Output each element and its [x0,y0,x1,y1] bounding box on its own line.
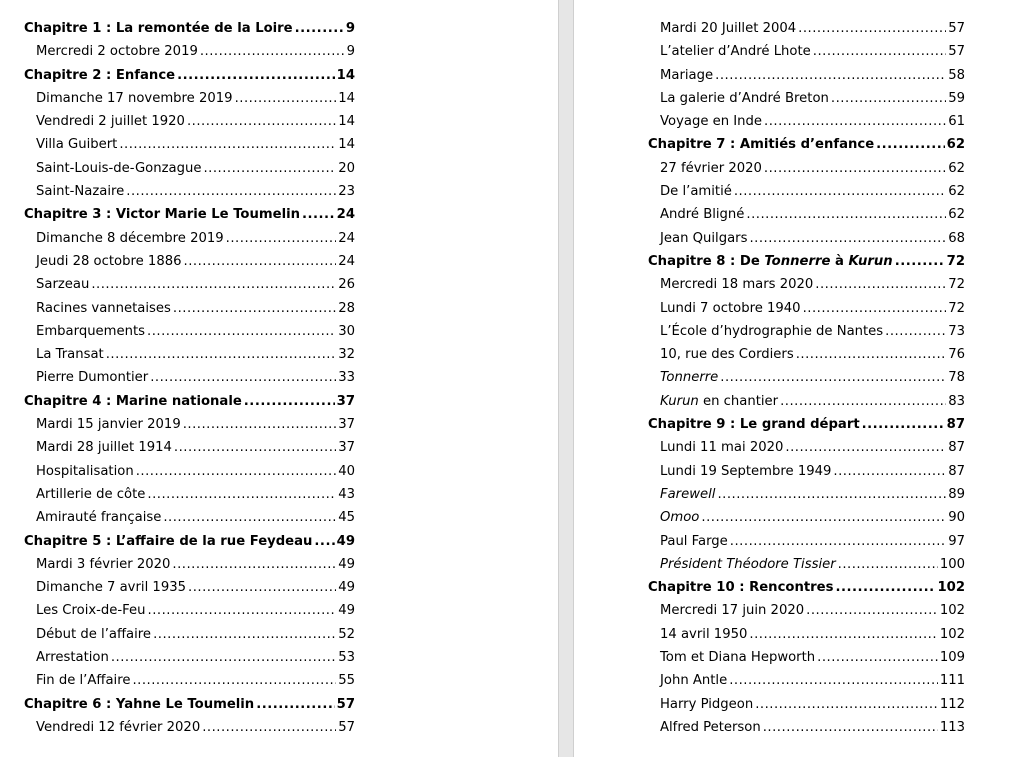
toc-chapter-entry[interactable] [648,133,965,156]
toc-section-entry[interactable] [648,227,965,250]
toc-section-entry[interactable] [24,436,355,459]
toc-section-entry[interactable] [648,669,965,692]
toc-dot-leader [132,669,336,692]
toc-page-number: 89 [948,486,965,502]
toc-entry-title: Pierre Dumontier [36,370,149,386]
toc-entry-title: André Bligné [660,207,745,223]
toc-entry-title: Chapitre 9 : Le grand départ [648,417,860,433]
toc-page-number: 14 [338,137,355,153]
toc-page-number: 111 [939,673,965,689]
toc-page-number: 30 [338,323,355,339]
toc-entry-title: La Transat [36,347,104,363]
toc-entry-title-part: Omoo [660,510,700,526]
toc-dot-leader [235,87,337,110]
toc-section-entry[interactable] [24,623,355,646]
toc-section-entry[interactable] [648,273,965,296]
toc-section-entry[interactable] [648,203,965,226]
toc-entry-title: L’École d’hydrographie de Nantes [660,323,884,339]
toc-page-number: 26 [338,277,355,293]
toc-dot-leader [734,180,946,203]
toc-entry-title-part: en chantier [698,393,779,409]
toc-page-number: 61 [948,114,965,130]
toc-dot-leader [833,460,946,483]
toc-dot-leader [177,64,335,87]
toc-entry-title: Mardi 15 janvier 2019 [36,417,181,433]
toc-entry-title: Chapitre 3 : Victor Marie Le Toumelin [24,207,300,223]
toc-entry-title: Dimanche 8 décembre 2019 [36,230,224,246]
toc-dot-leader [717,483,946,506]
toc-dot-leader [203,157,336,180]
toc-page-number: 72 [948,300,965,316]
page-gutter [558,0,574,757]
toc-entry-title: Embarquements [36,323,146,339]
toc-dot-leader [256,693,334,716]
toc-dot-leader [111,646,336,669]
toc-section-entry[interactable] [648,693,965,716]
toc-entry-title: Mercredi 17 juin 2020 [660,603,805,619]
toc-section-entry[interactable] [24,460,355,483]
toc-section-entry[interactable] [648,553,965,576]
toc-section-entry[interactable] [648,320,965,343]
toc-section-entry[interactable] [648,180,965,203]
toc-page-number: 68 [948,230,965,246]
toc-dot-leader [838,553,938,576]
toc-page-number: 62 [948,160,965,176]
toc-entry-title: Mardi 20 Juillet 2004 [660,21,797,36]
toc-page-number: 62 [948,207,965,223]
toc-dot-leader [803,297,947,320]
toc-page-number: 109 [939,650,965,666]
toc-dot-leader [730,530,946,553]
toc-page-number: 87 [946,417,965,433]
toc-section-entry[interactable] [24,483,355,506]
toc-chapter-entry[interactable] [24,17,355,40]
toc-dot-leader [183,413,337,436]
toc-entry-title: Sarzeau [36,277,90,293]
toc-page-number: 55 [338,673,355,689]
toc-page-number: 14 [336,67,355,83]
toc-section-entry[interactable] [24,87,355,110]
toc-entry-title [660,483,715,506]
toc-page-number: 112 [939,696,965,712]
toc-entry-title: John Antle [660,673,728,689]
toc-page-number: 20 [338,160,355,176]
toc-entry-title: Jeudi 28 octobre 1886 [36,253,182,269]
toc-page-number: 58 [948,67,965,83]
toc-page-number: 57 [336,696,355,712]
toc-entry-title: 10, rue des Cordiers [660,347,794,363]
toc-section-entry[interactable] [648,64,965,87]
toc-section-entry[interactable] [648,297,965,320]
toc-page-number: 32 [338,347,355,363]
toc-entry-title: Tom et Diana Hepworth [660,650,816,666]
toc-page-number: 37 [338,417,355,433]
toc-chapter-entry[interactable] [24,64,355,87]
toc-dot-leader [153,623,336,646]
toc-dot-leader [749,623,937,646]
toc-page-number: 23 [338,184,355,200]
right-page [574,0,1024,757]
toc-entry-title-part: Président Théodore Tissier [660,556,836,572]
toc-entry-title: Vendredi 2 juillet 1920 [36,114,185,130]
toc-dot-leader [764,110,946,133]
toc-page-number: 9 [346,44,355,60]
toc-dot-leader [147,320,336,343]
toc-page-number: 72 [948,277,965,293]
toc-dot-leader [785,436,946,459]
toc-page-number: 57 [948,44,965,60]
toc-dot-leader [173,297,336,320]
toc-dot-leader [184,250,337,273]
toc-page-number: 102 [937,580,965,596]
toc-page-number: 76 [948,347,965,363]
toc-page-number: 57 [948,21,965,36]
toc-entry-title: Chapitre 5 : L’affaire de la rue Feydeau [24,533,313,549]
toc-dot-leader [885,320,946,343]
toc-page-number: 78 [948,370,965,386]
toc-page-number: 57 [338,719,355,735]
toc-entry-title: Lundi 7 octobre 1940 [660,300,801,316]
toc-dot-leader [126,180,336,203]
toc-section-entry[interactable] [24,320,355,343]
toc-dot-leader [749,227,946,250]
toc-entry-title [660,366,718,389]
toc-entry-title: Saint-Nazaire [36,184,125,200]
toc-dot-leader [764,157,946,180]
toc-dot-leader [200,40,345,63]
toc-entry-title [660,390,778,413]
toc-section-entry[interactable] [24,297,355,320]
toc-page-number: 49 [338,603,355,619]
toc-page-number: 40 [338,463,355,479]
toc-dot-leader [188,576,336,599]
toc-page-number: 72 [946,253,965,269]
toc-section-entry[interactable] [648,646,965,669]
toc-entry-title: Racines vannetaises [36,300,171,316]
toc-section-entry[interactable] [648,506,965,529]
toc-section-entry[interactable] [24,413,355,436]
toc-entry-title: Vendredi 12 février 2020 [36,719,201,735]
toc-page-number: 62 [946,137,965,153]
toc-dot-leader [106,343,336,366]
toc-page-number: 53 [338,650,355,666]
toc-section-entry[interactable] [648,530,965,553]
toc-entry-title: Paul Farge [660,533,728,549]
toc-entry-title: Début de l’affaire [36,626,152,642]
toc-page-number: 49 [336,533,355,549]
toc-page-number: 59 [948,90,965,106]
toc-section-entry[interactable] [24,646,355,669]
toc-entry-title: Lundi 19 Septembre 1949 [660,463,832,479]
toc-entry-title: Mercredi 2 octobre 2019 [36,44,198,60]
toc-entry-title: Chapitre 6 : Yahne Le Toumelin [24,696,255,712]
toc-entry-title: De l’amitié [660,184,732,200]
toc-section-entry[interactable] [648,483,965,506]
toc-page-number: 37 [338,440,355,456]
toc-entry-title: Chapitre 1 : La remontée de la Loire [24,21,293,36]
toc-page-number: 24 [338,230,355,246]
toc-entry-title-part: Kurun [660,393,699,409]
toc-entry-title-part: à [830,253,849,269]
toc-section-entry[interactable] [24,576,355,599]
toc-section-entry[interactable] [648,87,965,110]
toc-section-entry[interactable] [24,506,355,529]
toc-chapter-entry[interactable] [24,203,355,226]
toc-page-number: 100 [939,556,965,572]
toc-page-number: 90 [948,510,965,526]
toc-entry-title-part: Tonnerre [660,370,719,386]
toc-entry-title: Mercredi 18 mars 2020 [660,277,814,293]
toc-entry-title: Jean Quilgars [660,230,748,246]
toc-dot-leader [746,203,946,226]
toc-dot-leader [798,17,946,40]
toc-dot-leader [815,273,946,296]
toc-section-entry[interactable] [24,40,355,63]
toc-page-number: 87 [948,440,965,456]
toc-entry-title: Chapitre 7 : Amitiés d’enfance [648,137,875,153]
toc-section-entry[interactable] [24,273,355,296]
toc-entry-title: Mardi 3 février 2020 [36,556,171,572]
toc-entry-title: Chapitre 2 : Enfance [24,67,176,83]
toc-section-entry[interactable] [648,343,965,366]
toc-page-number: 87 [948,463,965,479]
toc-entry-title: Chapitre 10 : Rencontres [648,580,834,596]
toc-dot-leader [314,530,334,553]
toc-page-number: 28 [338,300,355,316]
toc-section-entry[interactable] [24,157,355,180]
toc-entry-title: Artillerie de côte [36,486,146,502]
toc-entry-title-part: Chapitre 8 : De [648,253,765,269]
toc-entry-title: Saint-Louis-de-Gonzague [36,160,202,176]
toc-dot-leader [729,669,938,692]
toc-dot-leader [244,390,335,413]
toc-section-entry[interactable] [24,553,355,576]
toc-section-entry[interactable] [24,250,355,273]
toc-section-entry[interactable] [648,390,965,413]
toc-dot-leader [763,716,938,739]
toc-section-entry[interactable] [24,599,355,622]
toc-entry-title [660,506,699,529]
toc-page-number: 14 [338,114,355,130]
toc-section-entry[interactable] [24,343,355,366]
toc-section-entry[interactable] [648,599,965,622]
toc-page-number: 52 [338,626,355,642]
toc-section-entry[interactable] [24,366,355,389]
toc-section-entry[interactable] [24,716,355,739]
toc-section-entry[interactable] [648,17,965,40]
toc-entry-title: Harry Pidgeon [660,696,754,712]
toc-entry-title: 27 février 2020 [660,160,762,176]
toc-dot-leader [150,366,336,389]
toc-dot-leader [136,460,337,483]
toc-chapter-entry[interactable] [648,413,965,436]
toc-entry-title-part: Farewell [660,486,716,502]
toc-chapter-entry[interactable] [648,576,965,599]
toc-entry-title: Chapitre 4 : Marine nationale [24,393,242,409]
toc-dot-leader [796,343,947,366]
toc-dot-leader [202,716,336,739]
toc-dot-leader [876,133,944,156]
toc-dot-leader [302,203,335,226]
toc-entry-title: 14 avril 1950 [660,626,748,642]
toc-entry-title: Les Croix-de-Feu [36,603,146,619]
toc-dot-leader [780,390,946,413]
toc-page-number: 24 [336,207,355,223]
toc-entry-title [660,553,836,576]
toc-dot-leader [148,599,337,622]
toc-dot-leader [817,646,938,669]
toc-entry-title: Voyage en Inde [660,114,763,130]
toc-entry-title: Lundi 11 mai 2020 [660,440,784,456]
toc-entry-title: Mariage [660,67,714,83]
toc-chapter-entry[interactable] [24,530,355,553]
toc-page-number: 83 [948,393,965,409]
toc-dot-leader [91,273,336,296]
toc-chapter-entry[interactable] [648,250,965,273]
toc-dot-leader [226,227,337,250]
toc-dot-leader [715,64,946,87]
toc-entry-title: Fin de l’Affaire [36,673,131,689]
toc-entry-title: Mardi 28 juillet 1914 [36,440,172,456]
toc-dot-leader [147,483,336,506]
toc-page-number: 37 [336,393,355,409]
toc-entry-title-part: Kurun [848,253,893,269]
toc-page-number: 14 [338,90,355,106]
toc-page-number: 102 [939,603,965,619]
toc-entry-title: L’atelier d’André Lhote [660,44,811,60]
toc-page-number: 49 [338,580,355,596]
toc-section-entry[interactable] [648,366,965,389]
toc-entry-title: Villa Guibert [36,137,118,153]
toc-dot-leader [862,413,945,436]
toc-page-number: 24 [338,253,355,269]
toc-section-entry[interactable] [648,623,965,646]
toc-dot-leader [806,599,938,622]
toc-page-number: 62 [948,184,965,200]
toc-chapter-entry[interactable] [24,390,355,413]
toc-page-number: 49 [338,556,355,572]
table-of-contents-left [24,17,355,739]
toc-entry-title: Hospitalisation [36,463,134,479]
toc-page-number: 113 [939,719,965,735]
toc-entry-title: La galerie d’André Breton [660,90,829,106]
toc-entry-title: Dimanche 17 novembre 2019 [36,90,233,106]
toc-dot-leader [174,436,336,459]
toc-dot-leader [701,506,946,529]
toc-dot-leader [172,553,336,576]
toc-section-entry[interactable] [648,436,965,459]
toc-page-number: 9 [345,21,355,36]
toc-chapter-entry[interactable] [24,693,355,716]
toc-section-entry[interactable] [24,133,355,156]
toc-entry-title: Alfred Peterson [660,719,761,735]
toc-dot-leader [720,366,946,389]
toc-page-number: 73 [948,323,965,339]
toc-section-entry[interactable] [648,110,965,133]
toc-dot-leader [835,576,935,599]
toc-page-number: 33 [338,370,355,386]
toc-entry-title: Dimanche 7 avril 1935 [36,580,186,596]
toc-dot-leader [187,110,336,133]
toc-dot-leader [119,133,336,156]
toc-page-number: 97 [948,533,965,549]
toc-page-number: 43 [338,486,355,502]
toc-section-entry[interactable] [648,460,965,483]
toc-section-entry[interactable] [648,716,965,739]
toc-dot-leader [295,17,344,40]
toc-section-entry[interactable] [648,157,965,180]
toc-entry-title-part: Tonnerre [764,253,831,269]
toc-section-entry[interactable] [24,110,355,133]
toc-dot-leader [895,250,945,273]
toc-page-number: 102 [939,626,965,642]
toc-dot-leader [831,87,946,110]
toc-entry-title: Amirauté française [36,510,162,526]
toc-section-entry[interactable] [24,180,355,203]
table-of-contents-right [648,17,965,739]
toc-dot-leader [163,506,336,529]
toc-section-entry[interactable] [648,40,965,63]
toc-entry-title [648,250,893,273]
toc-section-entry[interactable] [24,227,355,250]
toc-section-entry[interactable] [24,669,355,692]
toc-entry-title: Arrestation [36,650,109,666]
toc-page-number: 45 [338,510,355,526]
toc-dot-leader [755,693,938,716]
toc-dot-leader [813,40,946,63]
